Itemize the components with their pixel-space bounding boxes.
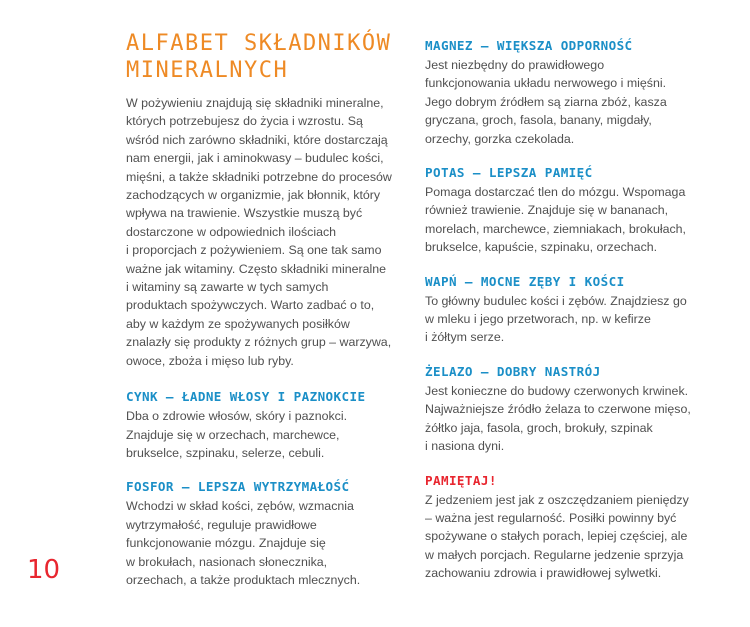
section-body-iron: Jest konieczne do budowy czerwonych krwinek. Najważniejsze źródło żelaza to czerwone mięso, żółtko jaja, fasola, groch, brokuły, szpinak i nasiona dyni.: [425, 383, 691, 454]
page-number: 10: [27, 555, 61, 585]
section-body-calcium: To główny budulec kości i zębów. Znajdziesz go w mleku i jego przetworach, np. w kefirze i żółtym serze.: [425, 293, 687, 345]
section-potassium: [425, 165, 700, 257]
section-title-iron: ŻELAZO – DOBRY NASTRÓJ: [425, 363, 601, 379]
right-column: [425, 38, 700, 600]
section-zinc: [126, 389, 394, 462]
section-body-zinc: Dba o zdrowie włosów, skóry i paznokci. Znajduje się w orzechach, marchewce, brukselce, szpinaku, selerze, cebuli.: [126, 409, 348, 460]
section-iron: [425, 364, 700, 456]
intro-paragraph: W pożywieniu znajdują się składniki mineralne, których potrzebujesz do życia i wzrostu. Są wśród nich zarówno składniki, które dostarczają nam energii, jak i aminokwasy – budulec kości, mięśni, a także składniki potrzebne do procesów zachodzących w organizmie, jak błonnik, który wpływa na trawienie. Wszystkie muszą być dostarczone w odpowiednich ilościach i proporcjach z pożywieniem. Są one tak samo ważne jak witaminy. Często składniki mineralne i witaminy są zawarte w tych samych produktach spożywczych. Warto zadbać o to, aby w każdym ze spożywanych posiłków znalazły się produkty z różnych grup – warzywa, owoce, zboża i mięso lub ryby.: [126, 96, 392, 368]
section-title-potassium: POTAS – LEPSZA PAMIĘĆ: [425, 165, 593, 181]
page-title: ALFABET SKŁADNIKÓW MINERALNYCH: [126, 31, 392, 83]
section-magnesium: [425, 38, 700, 148]
section-title-phosphorus: FOSFOR – LEPSZA WYTRZYMAŁOŚĆ: [126, 479, 350, 495]
section-body-magnesium: Jest niezbędny do prawidłowego funkcjonowania układu nerwowego i mięśni. Jego dobrym źródłem są ziarna zbóż, kasza gryczana, groch, fasola, banany, migdały, orzechy, gorzka czekolada.: [425, 58, 667, 146]
left-column: [126, 30, 394, 606]
section-calcium: [425, 274, 700, 347]
section-phosphorus: [126, 479, 394, 589]
section-title-zinc: CYNK – ŁADNE WŁOSY I PAZNOKCIE: [126, 389, 366, 405]
section-body-potassium: Pomaga dostarczać tlen do mózgu. Wspomaga również trawienie. Znajduje się w bananach, morelach, marchewce, ziemniakach, brokułach, brukselce, kapuście, szpinaku, orzechach.: [425, 185, 687, 255]
section-title-calcium: WAPŃ – MOCNE ZĘBY I KOŚCI: [425, 273, 625, 289]
section-remember: [425, 473, 700, 583]
section-title-remember: PAMIĘTAJ!: [425, 472, 497, 488]
section-body-remember: Z jedzeniem jest jak z oszczędzaniem pieniędzy – ważna jest regularność. Posiłki powinny być spożywane o stałych porach, lepiej częściej, ale w małych porcjach. Regularne jedzenie sprzyja zachowaniu zdrowia i prawidłowej sylwetki.: [425, 492, 689, 581]
section-title-magnesium: MAGNEZ – WIĘKSZA ODPORNOŚĆ: [425, 38, 633, 53]
section-body-phosphorus: Wchodzi w skład kości, zębów, wzmacnia wytrzymałość, reguluje prawidłowe funkcjonowanie mózgu. Znajduje się w brokułach, nasionach słonecznika, orzechach, a także produktach mlecznych.: [126, 499, 361, 587]
